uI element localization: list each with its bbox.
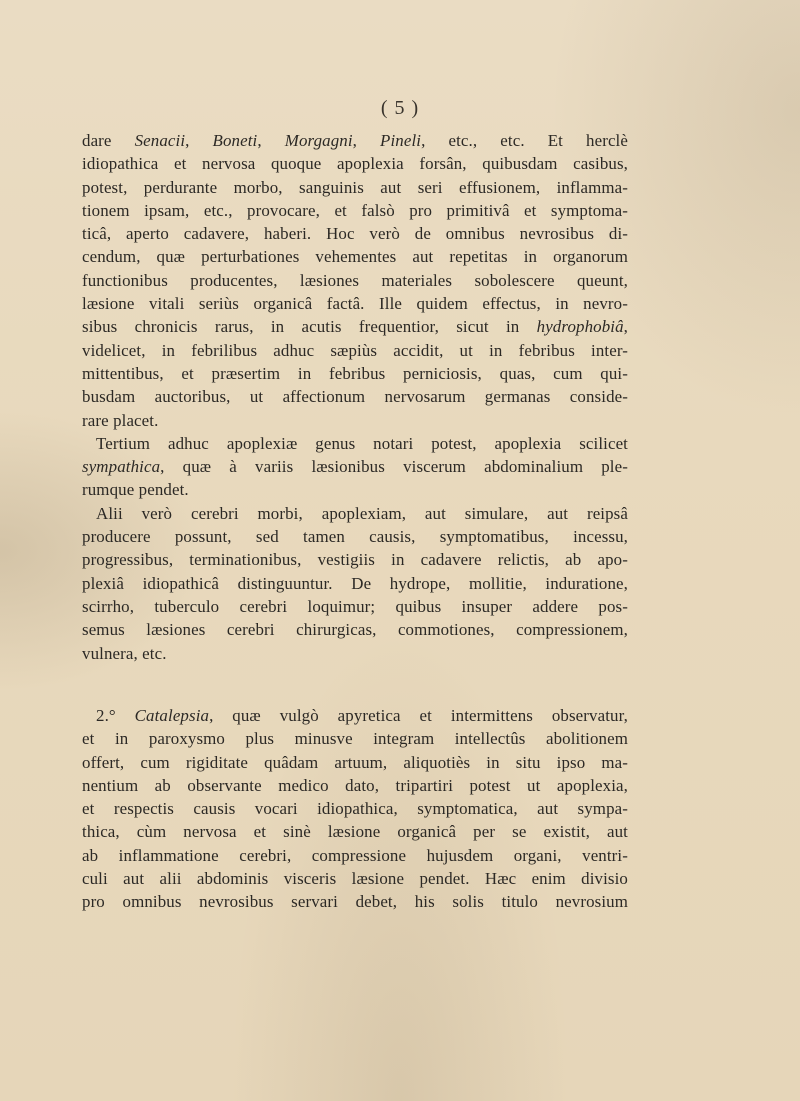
text-line [82,595,628,618]
text-line [82,409,628,432]
text-run: cendum, quæ perturbationes vehementes aut repetitas in organorum [82,247,628,267]
italic-run: Morgagni [284,131,353,150]
text-line [82,890,628,913]
text-run: nentium ab observante medico dato, tripartiri potest ut apoplexia, [82,775,628,795]
text-run: læsione vitali seriùs organicâ factâ. Ille quidem effectus, in nevro- [82,294,628,314]
text-run: idiopathica et nervosa quoque apoplexia forsân, quibusdam casibus, [82,154,628,174]
text-line [82,844,628,867]
text-run: 2.° [96,706,135,725]
text-run: et respectis causis vocari idiopathica, symptomatica, aut sympa- [82,799,628,819]
text-run: , [623,317,628,337]
text-run: offert, cum rigiditate quâdam artuum, aliquotiès in situ ipso ma- [82,752,628,772]
text-run: , quæ vulgò apyretica et intermittens observatur, [209,706,628,725]
italic-run: Pineli [380,131,422,150]
text-line [82,269,628,292]
text-run: videlicet, in febrilibus adhuc sæpiùs accidit, ut in febribus inter- [82,340,628,360]
text-run: sibus chronicis rarus, in acutis frequentior, sicut in [82,317,537,337]
text-line [82,502,628,525]
text-run: progressibus, terminationibus, vestigiis in cadavere relictis, ab apo- [82,550,628,570]
text-run: , [352,131,381,150]
text-line [82,315,628,338]
text-run: rumque pendet. [82,480,189,500]
text-block-apoplexia [82,129,628,665]
text-run: producere possunt, sed tamen causis, symptomatibus, incessu, [82,527,628,547]
italic-run: sympathica [82,457,161,477]
text-run: Alii verò cerebri morbi, apoplexiam, aut simulare, aut reipsâ [96,503,628,523]
page-number: ( 5 ) [380,97,420,119]
text-run: potest, perdurante morbo, sanguinis aut seri effusionem, inflamma- [82,177,628,197]
text-run: ticâ, aperto cadavere, haberi. Hoc verò de omnibus nevrosibus di- [82,224,628,244]
text-run: plexiâ idiopathicâ distinguuntur. De hydrope, mollitie, induratione, [82,573,628,593]
italic-run: Senacii [134,131,186,150]
italic-run: Boneti [212,131,258,150]
text-run: tionem ipsam, etc., provocare, et falsò pro primitivâ et symptoma- [82,200,628,220]
text-run: mittentibus, et præsertim in febribus perniciosis, quas, cum qui- [82,363,628,383]
text-line [82,704,628,727]
text-run: culi aut alii abdominis visceris læsione pendet. Hæc enim divisio [82,869,628,889]
italic-run: Catalepsia [134,706,210,725]
text-line [82,867,628,890]
text-line [82,727,628,750]
text-run: , [185,131,213,150]
text-run: ab inflammatione cerebri, compressione hujusdem organi, ventri- [82,845,628,865]
text-line [82,774,628,797]
text-line [82,572,628,595]
text-run: pro omnibus nevrosibus servari debet, his solis titulo nevrosium [82,892,628,912]
text-run: dare [82,131,135,150]
text-line [82,176,628,199]
text-run: Tertium adhuc apoplexiæ genus notari potest, apoplexia scilicet [96,433,628,453]
text-line [82,548,628,571]
text-line [82,339,628,362]
text-run: , quæ à variis læsionibus viscerum abdominalium ple- [160,457,628,477]
text-line [82,129,628,152]
text-line [82,222,628,245]
text-line [82,618,628,641]
text-line [82,820,628,843]
text-line [82,362,628,385]
italic-run: hydrophobiâ [536,317,624,337]
text-line [82,478,628,501]
text-run: busdam auctoribus, ut affectionum nervosarum germanas conside- [82,387,628,407]
text-run: et in paroxysmo plus minusve integram intellectûs abolitionem [82,729,628,749]
text-line [82,525,628,548]
text-line [82,152,628,175]
text-run: semus læsiones cerebri chirurgicas, commotiones, compressionem, [82,620,628,640]
text-run: vulnera, etc. [82,643,167,663]
text-line [82,292,628,315]
text-line [82,199,628,222]
text-line [82,797,628,820]
text-line [82,432,628,455]
text-run: rare placet. [82,410,159,430]
text-run: , [257,131,285,150]
text-line [82,455,628,478]
text-block-catalepsia [82,704,628,914]
text-line [82,642,628,665]
text-line [82,385,628,408]
text-line [82,751,628,774]
text-run: scirrho, tuberculo cerebri loquimur; quibus insuper addere pos- [82,596,628,616]
text-run: thica, cùm nervosa et sinè læsione organicâ per se existit, aut [82,822,628,842]
text-line [82,245,628,268]
text-run: , etc., etc. Et herclè [421,131,628,150]
text-run: functionibus producentes, læsiones materiales sobolescere queunt, [82,270,628,290]
